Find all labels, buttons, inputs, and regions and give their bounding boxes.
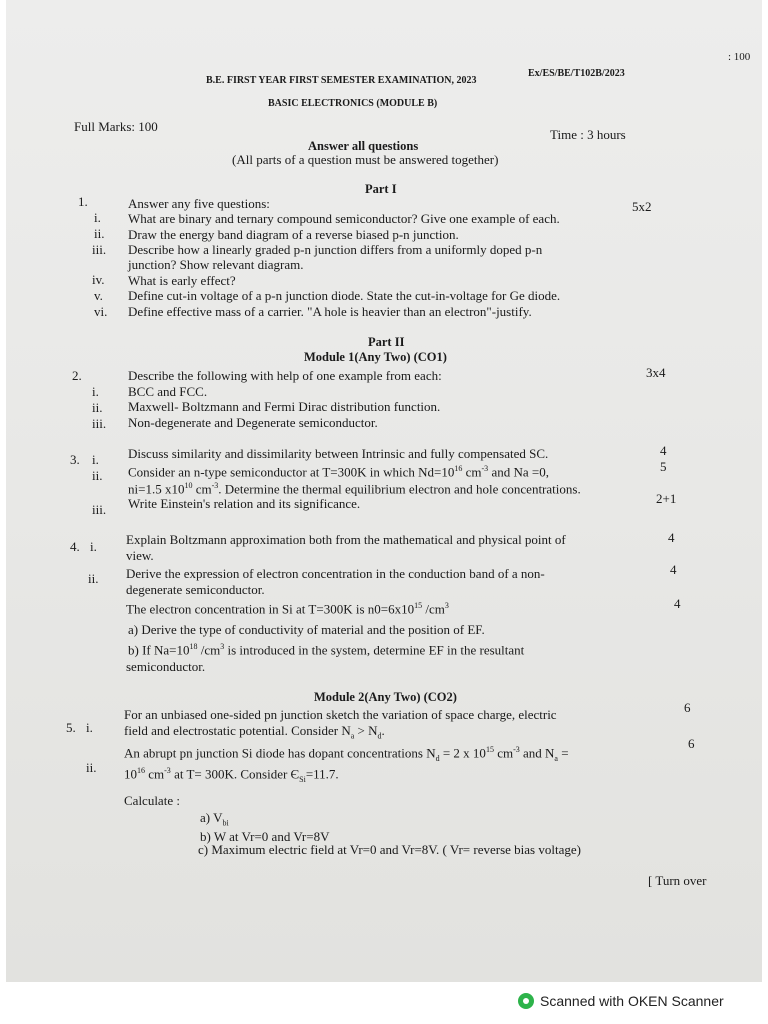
marks: 5 bbox=[660, 459, 667, 474]
exam-title: B.E. FIRST YEAR FIRST SEMESTER EXAMINATION, 2023 bbox=[206, 75, 477, 86]
item-number: i. bbox=[86, 720, 93, 735]
question-item: What is early effect? bbox=[128, 273, 236, 288]
time: Time : 3 hours bbox=[550, 127, 626, 142]
question-text: Answer any five questions: bbox=[128, 196, 270, 211]
instruction-note: (All parts of a question must be answered together) bbox=[232, 152, 499, 167]
item-number: iii. bbox=[92, 416, 107, 431]
item-number: i. bbox=[94, 210, 101, 225]
item-number: iv. bbox=[92, 272, 105, 287]
part-heading: Part I bbox=[365, 182, 397, 196]
item-number: iii. bbox=[92, 242, 107, 257]
module-heading: Module 2(Any Two) (CO2) bbox=[314, 690, 457, 704]
question-number: 4. bbox=[70, 539, 80, 554]
instruction-title: Answer all questions bbox=[308, 139, 419, 153]
marks: 6 bbox=[684, 700, 691, 715]
scanner-badge bbox=[518, 990, 724, 1012]
question-item: Describe how a linearly graded p-n junction differs from a uniformly doped p-n bbox=[128, 242, 543, 257]
item-number: v. bbox=[94, 288, 103, 303]
marks: 4 bbox=[668, 530, 675, 545]
full-marks: Full Marks: 100 bbox=[74, 119, 158, 134]
question-number: 1. bbox=[78, 194, 88, 209]
question-item: Derive the expression of electron concentration in the conduction band of a non- bbox=[126, 566, 545, 581]
question-item: Draw the energy band diagram of a reverse biased p-n junction. bbox=[128, 227, 459, 242]
question-number: 5. bbox=[66, 720, 76, 735]
question-item: For an unbiased one-sided pn junction sketch the variation of space charge, electric bbox=[124, 707, 557, 722]
marks: 3x4 bbox=[646, 365, 666, 380]
question-text: Describe the following with help of one example from each: bbox=[128, 368, 442, 383]
question-number: 2. bbox=[72, 368, 82, 383]
item-number: ii. bbox=[94, 226, 105, 241]
item-number: vi. bbox=[94, 304, 108, 319]
marks: 5x2 bbox=[632, 199, 652, 214]
item-number: i. bbox=[92, 452, 99, 467]
question-item: What are binary and ternary compound semiconductor? Give one example of each. bbox=[128, 211, 560, 226]
question-item: Consider an n-type semiconductor at T=300K in which Nd=10 bbox=[128, 464, 455, 480]
item-number: ii. bbox=[92, 400, 103, 415]
marks: 6 bbox=[688, 736, 695, 751]
marks: 4 bbox=[674, 596, 681, 611]
turn-over: [ Turn over bbox=[648, 873, 707, 888]
question-item: Non-degenerate and Degenerate semiconductor. bbox=[128, 415, 378, 430]
question-number: 3. bbox=[70, 452, 80, 467]
marks: 4 bbox=[670, 562, 677, 577]
item-number: i. bbox=[92, 384, 99, 399]
exam-paper: : 100 Ex/ES/BE/T102B/2023 B.E. FIRST YEAR FIRST SEMESTER EXAMINATION, 2023 BASIC ELECTRONICS (MODULE B) Full Marks: 100 Time : 3 hours Answer all questions (All parts of a question must be answered together) Part I 1. Answer any five questions: 5x2 i. What are binary and ternary compound semiconductor? Give one example of each. ii. Draw the energy band diagram of a reverse biased p-n junction. iii. Describe how a linearly graded p-n junction differs from a uniformly doped p-n junction? Show relevant diagram. iv. What is early effect? v. Define cut-in voltage of a p-n junction diode. State the cut-in-voltage for Ge diode. vi. Define effective mass of a carrier. "A hole is heavier than an electron"-justify. Part II Module 1(Any Two) (CO1) 2. Describe the following with help of one example from each: 3x4 i. BCC and FCC. ii. Maxwell- Boltzmann and Fermi Dirac distribution function. iii. Non-degenerate and Degenerate semiconductor. 3. i. Discuss similarity and dissimilarity between Intrinsic and fully compensated SC. 4 ii. Consider an n-type semiconductor at T=300K in which $Nd=10^{16}$ $cm^{-3}$ and Na =0, 5 ni=1.5 $x10^{10}$ $cm^{-3}$. Determine the thermal equilibrium electron and hole concentrations. iii. Write Einstein's relation and its significance. 2+1 4. i. Explain Boltzmann approximation both from the mathematical and physical point of view. 4 ii. Derive the expression of electron concentration in the conduction band of a non- degenerate semiconductor. 4 The electron concentration in Si at T=300K is $n0=6x10^{15}$ $/cm^3$ 4 a) Derive the type of conductivity of material and the position of EF. b) If $Na=10^{18}$ $/cm^3$ is introduced in the system, determine EF in the resultant semiconductor. Module 2(Any Two) (CO2) 5. i. For an unbiased one-sided pn junction sketch the variation of space charge, electric field and electrostatic potential. Consider $N_a > N_d$. 6 ii. An abrupt pn junction Si diode has dopant concentrations $N_d = 2$ x $10^{15}$ $cm^{-3}$ and $N_a$ = 6 $10^{16}$ $cm^{-3}$ at T= 300K. Consider $Є_{Si}=11.7$. Calculate : a) $V_{bi}$ b) W at Vr=0 and Vr=8V c) Maximum electric field at Vr=0 and Vr=8V. ( Vr= reverse bias voltage) [ Turn over bbox=[6, 0, 762, 982]
item-number: ii. bbox=[88, 571, 99, 586]
question-item: BCC and FCC. bbox=[128, 384, 208, 399]
item-number: i. bbox=[90, 539, 97, 554]
item-number: iii. bbox=[92, 502, 107, 517]
question-item: Write Einstein's relation and its significance. bbox=[128, 496, 361, 511]
question-item: view. bbox=[126, 548, 154, 563]
scanner-text: Scanned with OKEN Scanner bbox=[540, 993, 724, 1009]
paper-code: Ex/ES/BE/T102B/2023 bbox=[528, 68, 625, 79]
sub-question: b) If Na=10 bbox=[128, 642, 190, 658]
subject-title: BASIC ELECTRONICS (MODULE B) bbox=[268, 98, 438, 109]
question-item: Discuss similarity and dissimilarity between Intrinsic and fully compensated SC. bbox=[128, 446, 549, 461]
sub-question: c) Maximum electric field at Vr=0 and Vr=8V. ( Vr= reverse bias voltage) bbox=[198, 842, 581, 857]
part-heading: Part II bbox=[368, 335, 405, 349]
page-mark: : 100 bbox=[728, 51, 751, 63]
question-item: field and electrostatic potential. Consider N bbox=[124, 723, 351, 738]
item-number: ii. bbox=[86, 760, 97, 775]
sub-question: b) W at Vr=0 and Vr=8V bbox=[200, 829, 330, 844]
marks: 4 bbox=[660, 443, 667, 458]
question-item: Explain Boltzmann approximation both from the mathematical and physical point of bbox=[126, 532, 566, 547]
question-item: 10 bbox=[124, 766, 137, 782]
question-item: Define effective mass of a carrier. "A hole is heavier than an electron"-justify. bbox=[128, 304, 532, 319]
sub-question: a) Derive the type of conductivity of material and the position of EF. bbox=[128, 622, 485, 637]
question-item: Define cut-in voltage of a p-n junction diode. State the cut-in-voltage for Ge diode. bbox=[128, 288, 561, 303]
question-item: Maxwell- Boltzmann and Fermi Dirac distribution function. bbox=[128, 399, 441, 414]
marks: 2+1 bbox=[656, 491, 677, 506]
module-heading: Module 1(Any Two) (CO1) bbox=[304, 350, 447, 364]
question-item: The electron concentration in Si at T=300K is n0=6x10 bbox=[126, 601, 415, 617]
question-item: An abrupt pn junction Si diode has dopant concentrations N bbox=[124, 745, 436, 761]
scanner-logo-icon bbox=[518, 993, 534, 1009]
question-item: junction? Show relevant diagram. bbox=[128, 257, 304, 272]
question-item: degenerate semiconductor. bbox=[126, 582, 265, 597]
sub-question: a) V bbox=[200, 810, 223, 825]
calculate-label: Calculate : bbox=[124, 793, 180, 808]
item-number: ii. bbox=[92, 468, 103, 483]
sub-question: semiconductor. bbox=[126, 659, 206, 674]
